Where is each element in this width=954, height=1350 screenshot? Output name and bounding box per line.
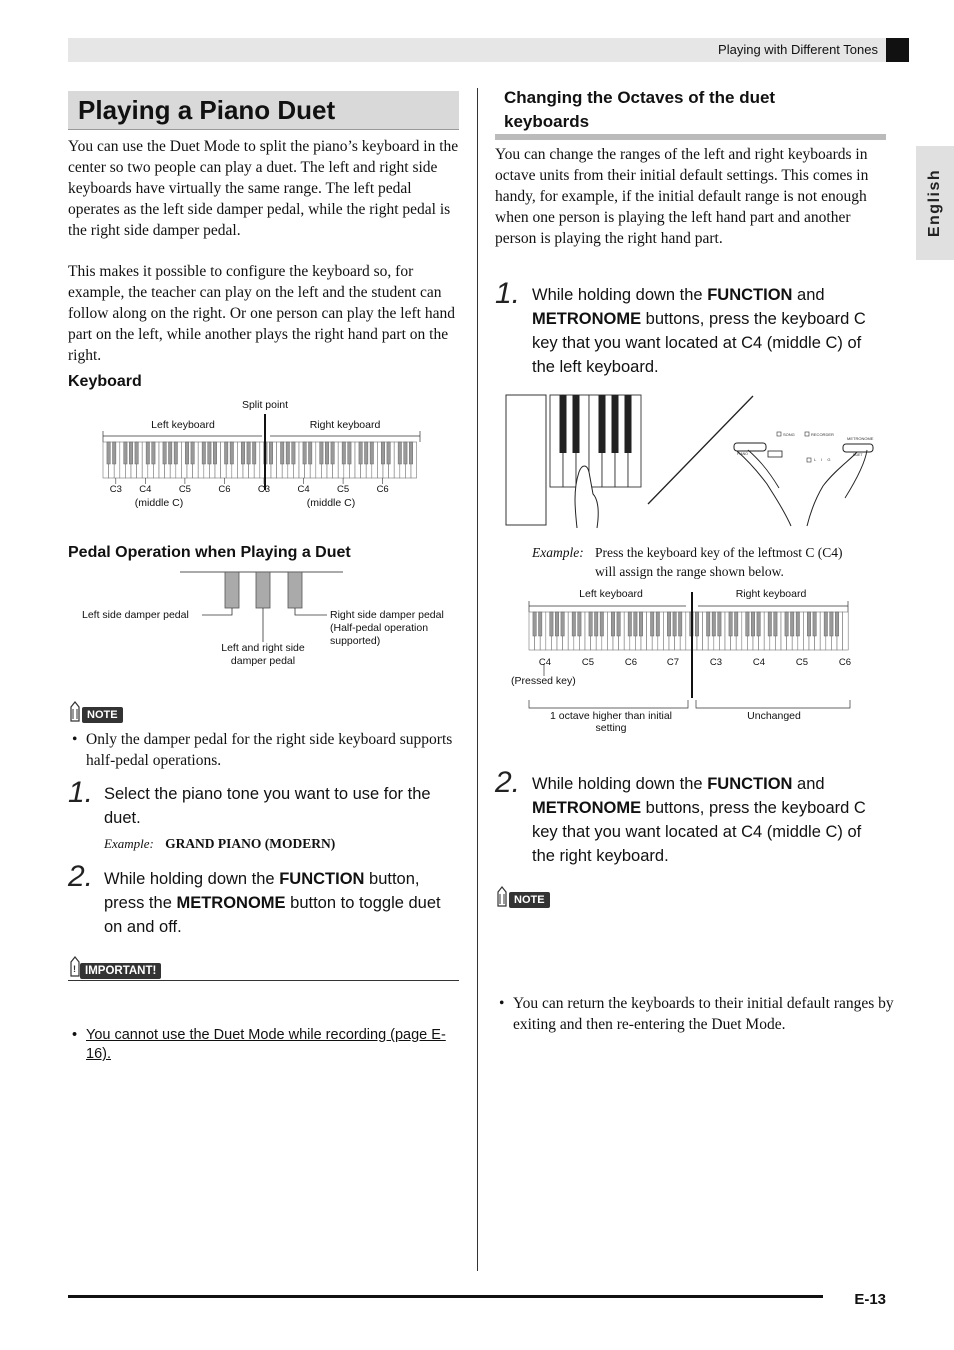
right-step2-function: FUNCTION — [707, 775, 793, 793]
left-step1-text: Select the piano tone you want to use for the duet. — [104, 785, 431, 827]
right-intro: You can change the ranges of the left and right keyboards in octave units from their initial default settings. This comes in handy, for example, if the initial default range is not enough when one person is playing the left hand part and another person is playing the right hand part. — [495, 146, 869, 247]
black-key — [303, 442, 306, 464]
black-key — [191, 442, 194, 464]
right-step2-text — [532, 772, 888, 868]
page-title-bar — [68, 91, 459, 130]
left-step2-function: FUNCTION — [279, 870, 365, 888]
black-key — [735, 612, 738, 636]
black-key — [208, 442, 211, 464]
right-heading-rule — [495, 134, 886, 140]
black-key — [348, 442, 351, 464]
panel-piano-label: PIANO — [737, 452, 748, 456]
black-key — [398, 442, 401, 464]
illus-black-key — [599, 395, 606, 453]
right-pedal-label — [330, 609, 444, 648]
panel-metronome-button — [843, 444, 873, 452]
black-key — [202, 442, 205, 464]
bracket-left-line2: setting — [595, 722, 627, 734]
keyboard-note-label: C6 — [218, 484, 231, 495]
black-key — [695, 612, 698, 636]
black-key — [751, 612, 754, 636]
note-badge-right: NOTE — [509, 892, 550, 908]
left-intro: You can use the Duet Mode to split the piano’s keyboard in the center so two people can play a duet. The left and right side keyboards have virtually the same range. The left pedal operates as the left side damper pedal, while the right pedal is the right side damper pedal. — [68, 138, 459, 239]
note-badge-left: NOTE — [82, 707, 123, 723]
black-key — [774, 612, 777, 636]
right-example-text — [595, 543, 895, 581]
black-key — [325, 442, 328, 464]
keyboard-note-label: C3 — [257, 484, 271, 495]
black-key — [253, 442, 256, 464]
center-pedal-label-line1: Left and right side — [221, 642, 305, 654]
keyboard-note-label: C5 — [337, 484, 350, 495]
left-step2-text — [104, 867, 460, 939]
black-key — [835, 612, 838, 636]
range-keyboard-diagram — [526, 592, 854, 718]
black-key — [600, 612, 603, 636]
black-key — [718, 612, 721, 636]
range-note-label: C7 — [666, 657, 680, 668]
hand-keyboard-illustration — [505, 394, 885, 529]
left-intro-2: This makes it possible to configure the keyboard so, for example, the teacher can play on the left and the student can follow along on the right. Or one person can play the left hand part on the left, while another plays the right hand part on the right. — [68, 263, 455, 364]
black-key — [135, 442, 138, 464]
black-key — [185, 442, 188, 464]
black-key — [370, 442, 373, 464]
pressed-key-label: (Pressed key) — [511, 675, 576, 687]
black-key — [292, 442, 295, 464]
range-right-keyboard-label: Right keyboard — [735, 588, 807, 600]
black-key — [342, 442, 345, 464]
range-note-label: C3 — [709, 657, 723, 668]
language-tab-label: English — [926, 168, 943, 238]
keyboard-note-label: C4 — [297, 484, 310, 495]
black-key — [572, 612, 575, 636]
black-key — [589, 612, 592, 636]
black-key — [107, 442, 110, 464]
bracket-right-label: Unchanged — [747, 710, 801, 722]
black-key — [152, 442, 155, 464]
black-key — [146, 442, 149, 464]
note-pencil-icon — [68, 701, 82, 723]
black-key — [174, 442, 177, 464]
black-key — [656, 612, 659, 636]
black-key — [365, 442, 368, 464]
bracket-right — [696, 700, 850, 708]
black-key — [824, 612, 827, 636]
middle-c-left-label: (middle C) — [134, 497, 184, 509]
keyboard-heading: Keyboard — [68, 373, 142, 390]
right-keyboard-label: Right keyboard — [309, 419, 381, 431]
note-pencil-icon-right — [495, 886, 509, 908]
left-pedal-label: Left side damper pedal — [82, 609, 189, 621]
black-key — [746, 612, 749, 636]
right-step2-post: buttons, press the keyboard C key that you want located at C4 (middle C) of the right keyboard. — [532, 799, 866, 865]
right-pedal-label-line3: supported) — [330, 635, 381, 647]
right-pedal — [288, 572, 302, 608]
illus-black-key — [612, 395, 619, 453]
black-key — [679, 612, 682, 636]
black-key — [673, 612, 676, 636]
pedal-diagram — [180, 570, 350, 650]
keyboard-note-label: C5 — [178, 484, 191, 495]
right-example-line1: Press the keyboard key of the leftmost C (C4) — [595, 545, 843, 560]
black-key — [561, 612, 564, 636]
bracket-left-label — [534, 710, 688, 734]
left-step2-number: 2. — [68, 860, 94, 893]
important-link[interactable]: You cannot use the Duet Mode while recording (page E-16). — [86, 1027, 446, 1062]
black-key — [281, 442, 284, 464]
black-key — [791, 612, 794, 636]
black-key — [768, 612, 771, 636]
left-step2-mid: button, press the — [104, 870, 420, 912]
panel-piano-button — [734, 443, 766, 451]
black-key — [628, 612, 631, 636]
right-example-label: Example: — [532, 545, 584, 560]
black-key — [286, 442, 289, 464]
left-step1-example-value: GRAND PIANO (MODERN) — [165, 836, 336, 851]
language-tab[interactable] — [916, 146, 954, 260]
right-step2-and: and — [792, 775, 825, 793]
black-key — [381, 442, 384, 464]
black-key — [404, 442, 407, 464]
black-key — [807, 612, 810, 636]
right-example-line2: will assign the range shown below. — [595, 564, 784, 579]
black-key — [163, 442, 166, 464]
range-note-label: C6 — [624, 657, 638, 668]
right-heading: Changing the Octaves of the duet keyboards — [504, 88, 776, 131]
black-key — [611, 612, 614, 636]
black-key — [639, 612, 642, 636]
illus-black-key — [560, 395, 567, 453]
black-key — [595, 612, 598, 636]
black-key — [359, 442, 362, 464]
right-step1-number: 1. — [495, 277, 521, 310]
center-pedal — [256, 572, 270, 608]
black-key — [331, 442, 334, 464]
range-note-label: C4 — [538, 657, 552, 668]
black-key — [124, 442, 127, 464]
black-key — [578, 612, 581, 636]
illus-black-key — [573, 395, 580, 453]
note-right-text: • You can return the keyboards to their initial default ranges by exiting and then re-entering the Duet Mode. — [495, 993, 905, 1035]
range-left-keyboard-label: Left keyboard — [579, 588, 643, 600]
right-step2-metronome: METRONOME — [532, 799, 642, 817]
black-key — [169, 442, 172, 464]
right-step1-metronome: METRONOME — [532, 310, 642, 328]
footer-rule — [68, 1295, 823, 1298]
header-black-box — [886, 38, 909, 62]
center-pedal-label-line2: damper pedal — [230, 655, 296, 667]
black-key — [241, 442, 244, 464]
black-key — [230, 442, 233, 464]
black-key — [707, 612, 710, 636]
column-divider — [477, 88, 478, 1271]
page-title: Playing a Piano Duet — [78, 95, 336, 125]
black-key — [712, 612, 715, 636]
page-number: E-13 — [854, 1291, 886, 1308]
split-point-label: Split point — [241, 399, 289, 411]
left-keyboard-label: Left keyboard — [151, 419, 215, 431]
center-pedal-label — [208, 642, 318, 668]
important-badge: IMPORTANT! — [80, 963, 161, 979]
right-pedal-label-line2: (Half-pedal operation — [330, 622, 429, 634]
black-key — [757, 612, 760, 636]
illus-black-key — [625, 395, 632, 453]
black-key — [634, 612, 637, 636]
svg-text:!: ! — [73, 964, 76, 974]
keyboard-note-label: C6 — [376, 484, 389, 495]
range-note-label: C4 — [752, 657, 766, 668]
black-key — [617, 612, 620, 636]
range-note-label: C5 — [795, 657, 809, 668]
right-step1-pre: While holding down the — [532, 286, 708, 304]
black-key — [320, 442, 323, 464]
right-step1-and: and — [792, 286, 825, 304]
panel-light-label: L I G — [814, 457, 833, 462]
left-pedal — [225, 572, 239, 608]
right-step1-post: buttons, press the keyboard C key that you want located at C4 (middle C) of the left keyboard. — [532, 310, 866, 376]
bracket-left — [529, 700, 688, 708]
black-key — [539, 612, 542, 636]
black-key — [113, 442, 116, 464]
right-step2-pre: While holding down the — [532, 775, 708, 793]
important-block — [68, 956, 459, 981]
black-key — [533, 612, 536, 636]
black-key — [309, 442, 312, 464]
black-key — [667, 612, 670, 636]
black-key — [409, 442, 412, 464]
right-step1-function: FUNCTION — [707, 286, 793, 304]
note-left-text: • Only the damper pedal for the right side keyboard supports half-pedal operations. — [68, 729, 478, 771]
header-section-title: Playing with Different Tones — [718, 42, 878, 57]
panel-metronome-label: METRONOME — [847, 436, 874, 441]
black-key — [269, 442, 272, 464]
black-key — [651, 612, 654, 636]
white-key — [843, 612, 849, 650]
important-text — [68, 1026, 456, 1064]
black-key — [225, 442, 228, 464]
left-step2-pre: While holding down the — [104, 870, 280, 888]
bracket-left-line1: 1 octave higher than initial — [550, 710, 672, 722]
black-key — [813, 612, 816, 636]
left-step2-metronome: METRONOME — [176, 894, 286, 912]
black-key — [387, 442, 390, 464]
black-key — [555, 612, 558, 636]
black-key — [729, 612, 732, 636]
black-key — [785, 612, 788, 636]
right-step1-text — [532, 283, 888, 379]
black-key — [796, 612, 799, 636]
middle-c-right-label: (middle C) — [306, 497, 356, 509]
black-key — [830, 612, 833, 636]
panel-duet-label: DUET — [853, 453, 863, 457]
range-note-label: C6 — [838, 657, 852, 668]
keyboard-note-label: C3 — [109, 484, 122, 495]
panel-song-label: SONG — [783, 432, 795, 437]
right-pedal-label-line1: Right side damper pedal — [330, 609, 444, 621]
panel-recorder-label: RECORDER — [811, 432, 834, 437]
black-key — [213, 442, 216, 464]
keyboard-note-label: C4 — [139, 484, 152, 495]
left-step2-post: button to toggle duet on and off. — [104, 894, 441, 936]
left-step1-number: 1. — [68, 776, 94, 809]
right-step2-number: 2. — [495, 766, 521, 799]
pedal-heading: Pedal Operation when Playing a Duet — [68, 544, 351, 561]
black-key — [129, 442, 132, 464]
left-step1-example-label: Example: — [104, 836, 154, 851]
black-key — [247, 442, 250, 464]
black-key — [550, 612, 553, 636]
left-step1-example — [104, 836, 335, 852]
range-note-label: C5 — [581, 657, 595, 668]
